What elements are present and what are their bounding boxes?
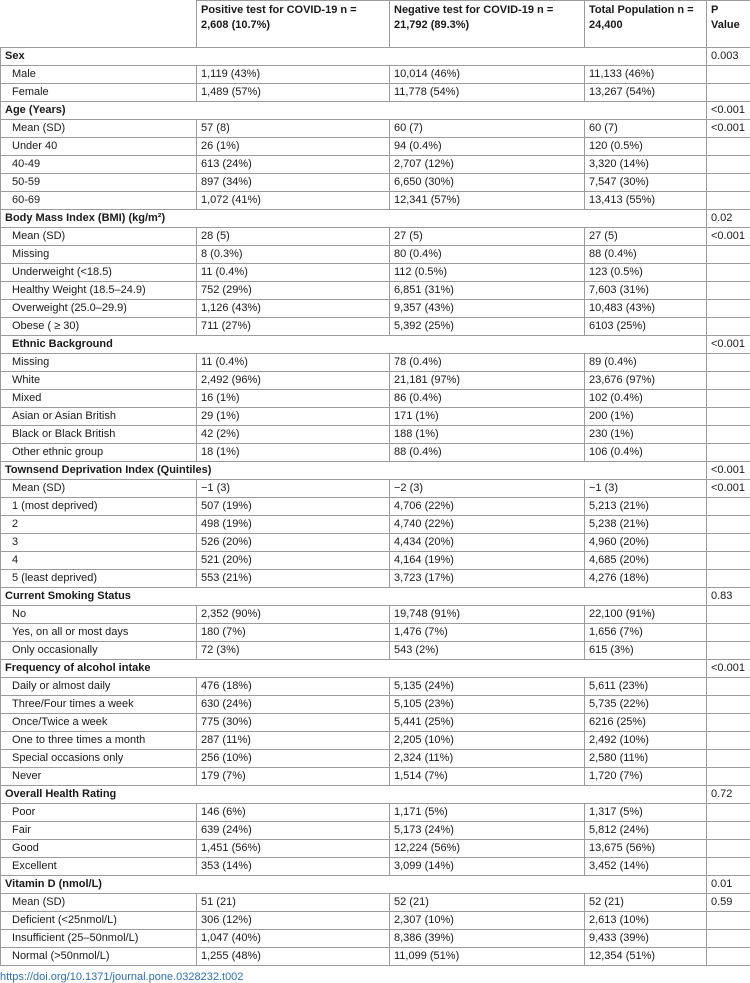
negative-cell: 1,171 (5%) [390, 804, 585, 822]
section-row [1, 660, 750, 678]
table-row [1, 84, 750, 102]
negative-cell: 11,778 (54%) [390, 84, 585, 102]
p-value-cell [707, 300, 750, 318]
header-p-value: P Value [707, 1, 750, 48]
table-body [1, 48, 750, 966]
table-row [1, 246, 750, 264]
p-value-cell [707, 264, 750, 282]
section-row [1, 336, 750, 354]
negative-cell: 543 (2%) [390, 642, 585, 660]
negative-cell: 5,441 (25%) [390, 714, 585, 732]
positive-cell: 18 (1%) [197, 444, 390, 462]
p-value-cell [707, 570, 750, 588]
row-label: 60-69 [1, 192, 197, 210]
header-blank-cell [1, 1, 197, 48]
positive-cell: 11 (0.4%) [197, 264, 390, 282]
row-label: Other ethnic group [1, 444, 197, 462]
positive-cell: −1 (3) [197, 480, 390, 498]
row-label: 2 [1, 516, 197, 534]
total-cell: 2,613 (10%) [585, 912, 707, 930]
row-label: Once/Twice a week [1, 714, 197, 732]
total-cell: 120 (0.5%) [585, 138, 707, 156]
negative-cell: 8,386 (39%) [390, 930, 585, 948]
p-value-cell [707, 912, 750, 930]
header-row [1, 1, 750, 48]
table-row [1, 138, 750, 156]
total-cell: 12,354 (51%) [585, 948, 707, 966]
section-title: Overall Health Rating [1, 786, 707, 804]
table-row [1, 822, 750, 840]
total-cell: 52 (21) [585, 894, 707, 912]
section-row [1, 210, 750, 228]
row-label: Normal (>50nmol/L) [1, 948, 197, 966]
positive-cell: 180 (7%) [197, 624, 390, 642]
row-label: Only occasionally [1, 642, 197, 660]
negative-cell: 2,307 (10%) [390, 912, 585, 930]
table-row [1, 948, 750, 966]
p-value-cell: <0.001 [707, 228, 750, 246]
total-cell: 5,238 (21%) [585, 516, 707, 534]
table-row [1, 408, 750, 426]
section-p-value: <0.001 [707, 336, 750, 354]
negative-cell: 21,181 (97%) [390, 372, 585, 390]
row-label: Deficient (<25nmol/L) [1, 912, 197, 930]
positive-cell: 1,255 (48%) [197, 948, 390, 966]
p-value-cell [707, 750, 750, 768]
positive-cell: 57 (8) [197, 120, 390, 138]
row-label: Asian or Asian British [1, 408, 197, 426]
total-cell: 1,317 (5%) [585, 804, 707, 822]
table-row [1, 714, 750, 732]
row-label: Overweight (25.0–29.9) [1, 300, 197, 318]
section-row [1, 462, 750, 480]
table-row [1, 912, 750, 930]
p-value-cell [707, 84, 750, 102]
table-row [1, 804, 750, 822]
p-value-cell [707, 408, 750, 426]
negative-cell: 10,014 (46%) [390, 66, 585, 84]
doi-link[interactable]: https://doi.org/10.1371/journal.pone.0328232.t002 [0, 971, 750, 983]
row-label: Underweight (<18.5) [1, 264, 197, 282]
total-cell: 7,603 (31%) [585, 282, 707, 300]
row-label: Special occasions only [1, 750, 197, 768]
total-cell: 2,492 (10%) [585, 732, 707, 750]
positive-cell: 526 (20%) [197, 534, 390, 552]
positive-cell: 476 (18%) [197, 678, 390, 696]
negative-cell: 5,135 (24%) [390, 678, 585, 696]
row-label: 3 [1, 534, 197, 552]
negative-cell: 86 (0.4%) [390, 390, 585, 408]
row-label: Good [1, 840, 197, 858]
table-row [1, 678, 750, 696]
row-label: Male [1, 66, 197, 84]
p-value-cell [707, 768, 750, 786]
total-cell: 23,676 (97%) [585, 372, 707, 390]
table-row [1, 300, 750, 318]
table-row [1, 840, 750, 858]
total-cell: 615 (3%) [585, 642, 707, 660]
p-value-cell [707, 444, 750, 462]
total-cell: 13,675 (56%) [585, 840, 707, 858]
row-label: Missing [1, 246, 197, 264]
section-title: Ethnic Background [1, 336, 707, 354]
p-value-cell [707, 678, 750, 696]
table-row [1, 570, 750, 588]
positive-cell: 897 (34%) [197, 174, 390, 192]
p-value-cell [707, 426, 750, 444]
table-row [1, 858, 750, 876]
section-p-value: 0.83 [707, 588, 750, 606]
section-p-value: 0.02 [707, 210, 750, 228]
row-label: Fair [1, 822, 197, 840]
section-title: Body Mass Index (BMI) (kg/m²) [1, 210, 707, 228]
table-row [1, 498, 750, 516]
row-label: Healthy Weight (18.5–24.9) [1, 282, 197, 300]
row-label: Three/Four times a week [1, 696, 197, 714]
total-cell: 22,100 (91%) [585, 606, 707, 624]
negative-cell: 88 (0.4%) [390, 444, 585, 462]
p-value-cell [707, 858, 750, 876]
negative-cell: 78 (0.4%) [390, 354, 585, 372]
negative-cell: 3,099 (14%) [390, 858, 585, 876]
section-p-value: <0.001 [707, 102, 750, 120]
p-value-cell [707, 714, 750, 732]
total-cell: 230 (1%) [585, 426, 707, 444]
p-value-cell: 0.59 [707, 894, 750, 912]
table-row [1, 156, 750, 174]
table-row [1, 264, 750, 282]
negative-cell: 11,099 (51%) [390, 948, 585, 966]
negative-cell: 171 (1%) [390, 408, 585, 426]
positive-cell: 1,119 (43%) [197, 66, 390, 84]
row-label: Missing [1, 354, 197, 372]
p-value-cell [707, 192, 750, 210]
total-cell: 1,656 (7%) [585, 624, 707, 642]
total-cell: 4,276 (18%) [585, 570, 707, 588]
p-value-cell [707, 66, 750, 84]
negative-cell: 5,173 (24%) [390, 822, 585, 840]
positive-cell: 146 (6%) [197, 804, 390, 822]
row-label: Poor [1, 804, 197, 822]
positive-cell: 1,489 (57%) [197, 84, 390, 102]
p-value-cell [707, 624, 750, 642]
negative-cell: 12,341 (57%) [390, 192, 585, 210]
table-row [1, 354, 750, 372]
section-row [1, 102, 750, 120]
section-row [1, 48, 750, 66]
table-row [1, 282, 750, 300]
total-cell: 89 (0.4%) [585, 354, 707, 372]
p-value-cell [707, 156, 750, 174]
positive-cell: 51 (21) [197, 894, 390, 912]
p-value-cell [707, 516, 750, 534]
positive-cell: 42 (2%) [197, 426, 390, 444]
negative-cell: 1,476 (7%) [390, 624, 585, 642]
header-positive: Positive test for COVID-19 n = 2,608 (10.7%) [197, 1, 390, 48]
section-p-value: <0.001 [707, 462, 750, 480]
row-label: Daily or almost daily [1, 678, 197, 696]
row-label: Yes, on all or most days [1, 624, 197, 642]
table-row [1, 516, 750, 534]
table-row [1, 606, 750, 624]
table-row [1, 624, 750, 642]
total-cell: 123 (0.5%) [585, 264, 707, 282]
positive-cell: 16 (1%) [197, 390, 390, 408]
positive-cell: 11 (0.4%) [197, 354, 390, 372]
table-row [1, 174, 750, 192]
negative-cell: 9,357 (43%) [390, 300, 585, 318]
row-label: Female [1, 84, 197, 102]
section-p-value: 0.01 [707, 876, 750, 894]
positive-cell: 553 (21%) [197, 570, 390, 588]
negative-cell: 4,434 (20%) [390, 534, 585, 552]
positive-cell: 1,047 (40%) [197, 930, 390, 948]
positive-cell: 306 (12%) [197, 912, 390, 930]
negative-cell: 6,650 (30%) [390, 174, 585, 192]
row-label: Mean (SD) [1, 480, 197, 498]
row-label: Mean (SD) [1, 228, 197, 246]
section-title: Frequency of alcohol intake [1, 660, 707, 678]
negative-cell: 2,324 (11%) [390, 750, 585, 768]
section-row [1, 876, 750, 894]
total-cell: 4,685 (20%) [585, 552, 707, 570]
section-title: Sex [1, 48, 707, 66]
p-value-cell [707, 372, 750, 390]
total-cell: 5,735 (22%) [585, 696, 707, 714]
positive-cell: 498 (19%) [197, 516, 390, 534]
positive-cell: 179 (7%) [197, 768, 390, 786]
negative-cell: 12,224 (56%) [390, 840, 585, 858]
section-p-value: <0.001 [707, 660, 750, 678]
row-label: Mean (SD) [1, 120, 197, 138]
table-row [1, 642, 750, 660]
row-label: 40-49 [1, 156, 197, 174]
table-row [1, 192, 750, 210]
header-total: Total Population n = 24,400 [585, 1, 707, 48]
total-cell: 60 (7) [585, 120, 707, 138]
section-row [1, 786, 750, 804]
row-label: No [1, 606, 197, 624]
table-row [1, 426, 750, 444]
positive-cell: 1,126 (43%) [197, 300, 390, 318]
table-row [1, 480, 750, 498]
row-label: Obese ( ≥ 30) [1, 318, 197, 336]
negative-cell: 4,740 (22%) [390, 516, 585, 534]
p-value-cell [707, 642, 750, 660]
table-row [1, 390, 750, 408]
p-value-cell [707, 498, 750, 516]
positive-cell: 287 (11%) [197, 732, 390, 750]
p-value-cell [707, 246, 750, 264]
positive-cell: 1,451 (56%) [197, 840, 390, 858]
negative-cell: −2 (3) [390, 480, 585, 498]
section-title: Current Smoking Status [1, 588, 707, 606]
p-value-cell [707, 822, 750, 840]
negative-cell: 6,851 (31%) [390, 282, 585, 300]
positive-cell: 72 (3%) [197, 642, 390, 660]
section-p-value: 0.72 [707, 786, 750, 804]
positive-cell: 639 (24%) [197, 822, 390, 840]
table-row [1, 228, 750, 246]
positive-cell: 775 (30%) [197, 714, 390, 732]
table-row [1, 894, 750, 912]
table-row [1, 732, 750, 750]
p-value-cell [707, 696, 750, 714]
negative-cell: 5,105 (23%) [390, 696, 585, 714]
total-cell: 11,133 (46%) [585, 66, 707, 84]
header-negative: Negative test for COVID-19 n = 21,792 (89.3%) [390, 1, 585, 48]
row-label: Insufficient (25–50nmol/L) [1, 930, 197, 948]
table-row [1, 696, 750, 714]
positive-cell: 1,072 (41%) [197, 192, 390, 210]
table-row [1, 930, 750, 948]
p-value-cell [707, 282, 750, 300]
row-label: 50-59 [1, 174, 197, 192]
total-cell: 13,267 (54%) [585, 84, 707, 102]
positive-cell: 2,352 (90%) [197, 606, 390, 624]
p-value-cell [707, 930, 750, 948]
section-title: Townsend Deprivation Index (Quintiles) [1, 462, 707, 480]
p-value-cell [707, 138, 750, 156]
negative-cell: 19,748 (91%) [390, 606, 585, 624]
positive-cell: 2,492 (96%) [197, 372, 390, 390]
row-label: Black or Black British [1, 426, 197, 444]
row-label: Never [1, 768, 197, 786]
row-label: White [1, 372, 197, 390]
total-cell: 9,433 (39%) [585, 930, 707, 948]
positive-cell: 28 (5) [197, 228, 390, 246]
total-cell: 3,452 (14%) [585, 858, 707, 876]
p-value-cell [707, 804, 750, 822]
total-cell: 10,483 (43%) [585, 300, 707, 318]
negative-cell: 52 (21) [390, 894, 585, 912]
p-value-cell [707, 390, 750, 408]
positive-cell: 26 (1%) [197, 138, 390, 156]
total-cell: 6103 (25%) [585, 318, 707, 336]
p-value-cell [707, 534, 750, 552]
row-label: Excellent [1, 858, 197, 876]
section-title: Vitamin D (nmol/L) [1, 876, 707, 894]
row-label: One to three times a month [1, 732, 197, 750]
positive-cell: 630 (24%) [197, 696, 390, 714]
positive-cell: 711 (27%) [197, 318, 390, 336]
positive-cell: 507 (19%) [197, 498, 390, 516]
p-value-cell: <0.001 [707, 480, 750, 498]
table-row [1, 372, 750, 390]
table-row [1, 534, 750, 552]
total-cell: 4,960 (20%) [585, 534, 707, 552]
total-cell: 7,547 (30%) [585, 174, 707, 192]
total-cell: 106 (0.4%) [585, 444, 707, 462]
positive-cell: 8 (0.3%) [197, 246, 390, 264]
negative-cell: 4,706 (22%) [390, 498, 585, 516]
table-row [1, 750, 750, 768]
p-value-cell [707, 948, 750, 966]
total-cell: 27 (5) [585, 228, 707, 246]
total-cell: 3,320 (14%) [585, 156, 707, 174]
p-value-cell [707, 354, 750, 372]
negative-cell: 80 (0.4%) [390, 246, 585, 264]
section-title: Age (Years) [1, 102, 707, 120]
row-label: 5 (least deprived) [1, 570, 197, 588]
total-cell: 102 (0.4%) [585, 390, 707, 408]
p-value-cell [707, 552, 750, 570]
row-label: Mixed [1, 390, 197, 408]
positive-cell: 613 (24%) [197, 156, 390, 174]
negative-cell: 27 (5) [390, 228, 585, 246]
positive-cell: 29 (1%) [197, 408, 390, 426]
negative-cell: 1,514 (7%) [390, 768, 585, 786]
negative-cell: 5,392 (25%) [390, 318, 585, 336]
total-cell: 1,720 (7%) [585, 768, 707, 786]
negative-cell: 4,164 (19%) [390, 552, 585, 570]
table-row [1, 318, 750, 336]
p-value-cell [707, 606, 750, 624]
table-row [1, 66, 750, 84]
negative-cell: 60 (7) [390, 120, 585, 138]
table-row [1, 552, 750, 570]
positive-cell: 256 (10%) [197, 750, 390, 768]
total-cell: 5,812 (24%) [585, 822, 707, 840]
total-cell: 5,611 (23%) [585, 678, 707, 696]
row-label: Under 40 [1, 138, 197, 156]
total-cell: 200 (1%) [585, 408, 707, 426]
p-value-cell [707, 840, 750, 858]
total-cell: 13,413 (55%) [585, 192, 707, 210]
total-cell: −1 (3) [585, 480, 707, 498]
table-row [1, 768, 750, 786]
section-p-value: 0.003 [707, 48, 750, 66]
section-row [1, 588, 750, 606]
p-value-cell [707, 318, 750, 336]
total-cell: 88 (0.4%) [585, 246, 707, 264]
positive-cell: 353 (14%) [197, 858, 390, 876]
negative-cell: 2,707 (12%) [390, 156, 585, 174]
total-cell: 5,213 (21%) [585, 498, 707, 516]
p-value-cell [707, 732, 750, 750]
negative-cell: 2,205 (10%) [390, 732, 585, 750]
table-row [1, 444, 750, 462]
table-row [1, 120, 750, 138]
total-cell: 6216 (25%) [585, 714, 707, 732]
row-label: Mean (SD) [1, 894, 197, 912]
negative-cell: 3,723 (17%) [390, 570, 585, 588]
negative-cell: 112 (0.5%) [390, 264, 585, 282]
total-cell: 2,580 (11%) [585, 750, 707, 768]
negative-cell: 94 (0.4%) [390, 138, 585, 156]
negative-cell: 188 (1%) [390, 426, 585, 444]
row-label: 1 (most deprived) [1, 498, 197, 516]
positive-cell: 521 (20%) [197, 552, 390, 570]
row-label: 4 [1, 552, 197, 570]
p-value-cell [707, 174, 750, 192]
positive-cell: 752 (29%) [197, 282, 390, 300]
p-value-cell: <0.001 [707, 120, 750, 138]
